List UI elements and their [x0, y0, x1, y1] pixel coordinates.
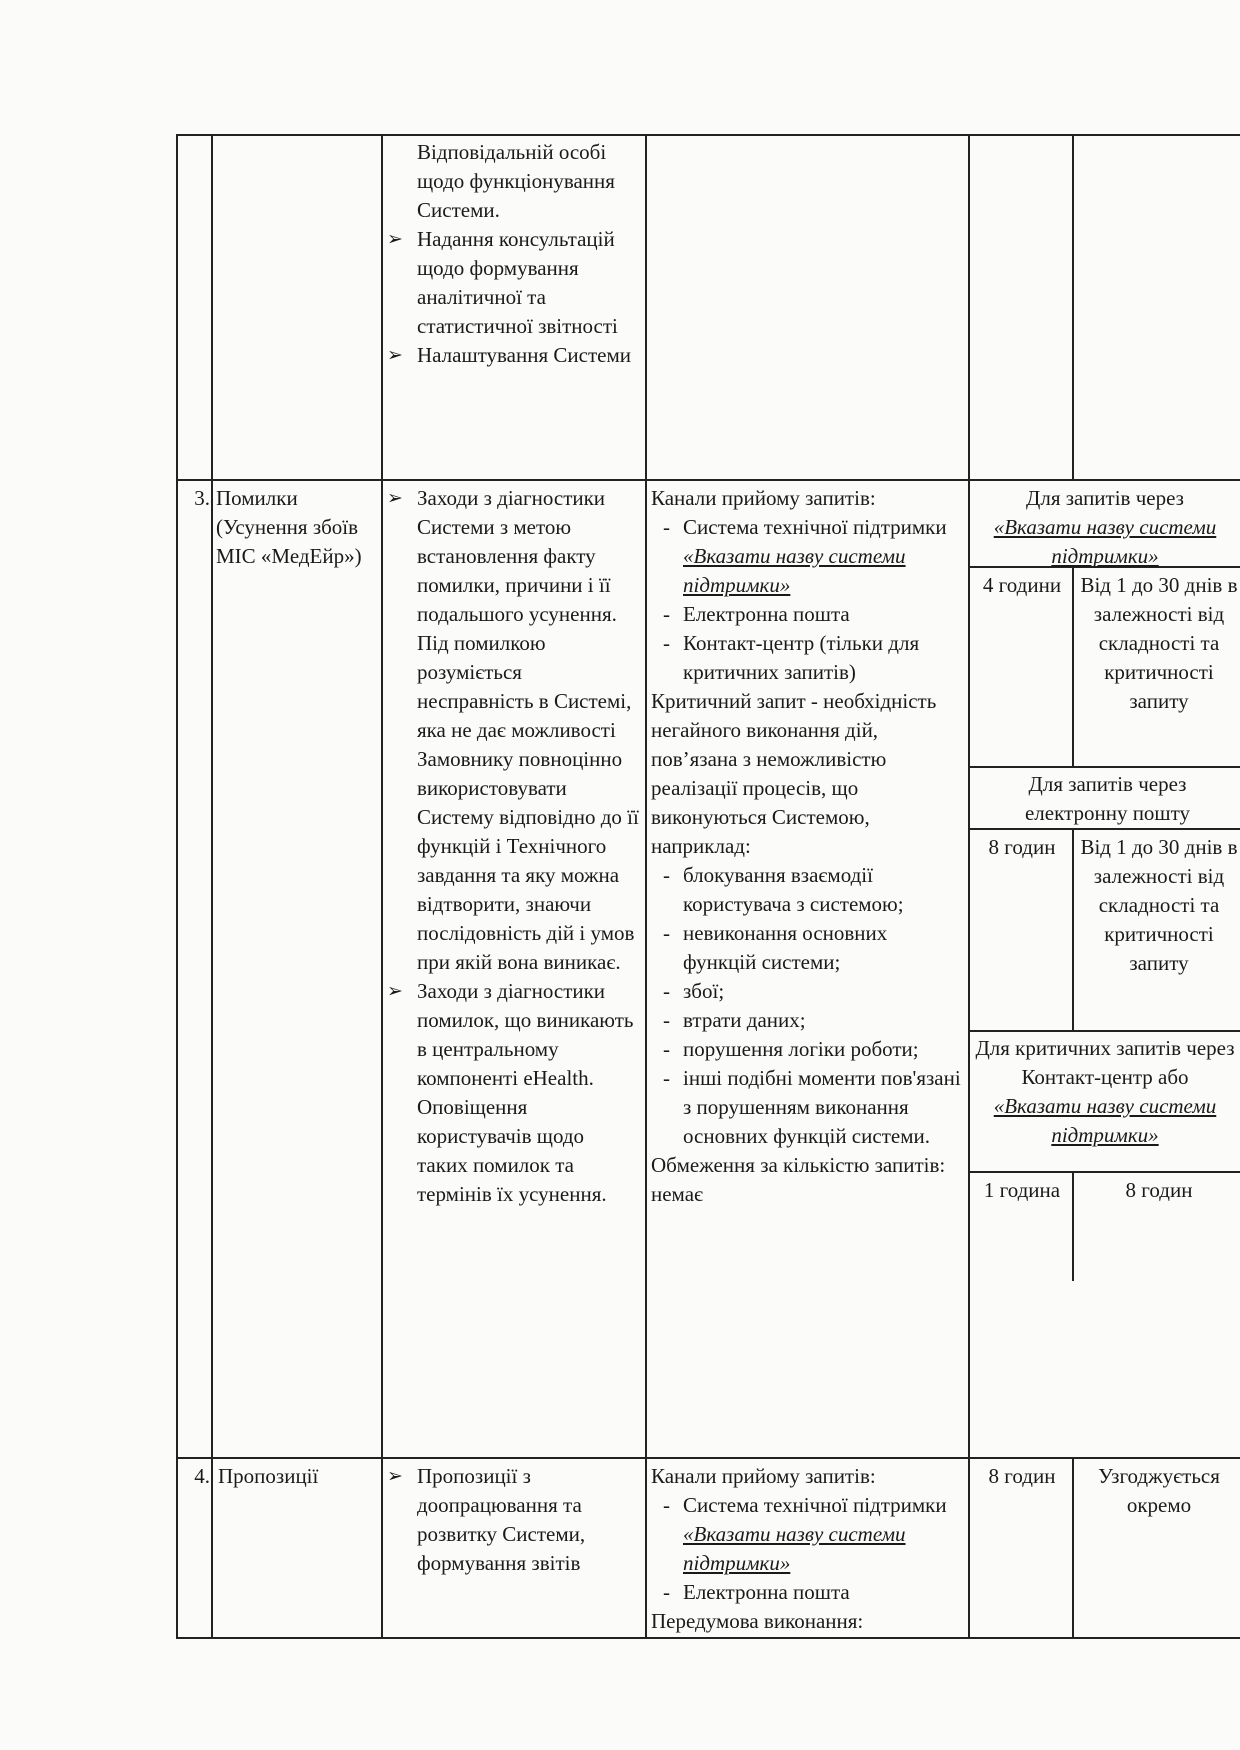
- request-limit: Обмеження за кількістю запитів: немає: [651, 1153, 946, 1206]
- row2-action-text: Відповідальній особі щодо функціонування Системи.: [417, 140, 615, 222]
- row2-action-item: [387, 341, 637, 370]
- row4-name: Пропозиції: [218, 1464, 319, 1488]
- critical-item: - блокування взаємодії користувача з системою;: [659, 861, 963, 919]
- channel-text: Система технічної підтримки: [683, 1493, 947, 1517]
- row2-action-continuation: [387, 138, 637, 225]
- channel-item: - Електронна пошта: [659, 1578, 963, 1607]
- group1-head-text: Для запитів через: [1026, 486, 1184, 510]
- channel-item: - Контакт-центр (тільки для критичних запитів): [659, 629, 963, 687]
- group1-resolution-time: Від 1 до 30 днів в залежності від складності та критичності запиту: [1080, 573, 1238, 713]
- row4-action-text: Пропозиції з доопрацювання та розвитку Системи, формування звітів: [417, 1464, 586, 1575]
- support-system-link: «Вказати назву системи підтримки»: [683, 544, 906, 597]
- channels-title: Канали прийому запитів:: [651, 486, 876, 510]
- row4-number: 4.: [194, 1464, 210, 1488]
- group2-reaction-time: 8 годин: [988, 835, 1056, 859]
- group2-resolution-time: Від 1 до 30 днів в залежності від складності та критичності запиту: [1080, 835, 1238, 975]
- row2-action-text: Надання консультацій щодо формування аналітичної та статистичної звітності: [417, 227, 618, 338]
- group3-reaction-time: 1 година: [983, 1178, 1061, 1202]
- group3-header: [972, 1034, 1238, 1150]
- support-system-link: «Вказати назву системи підтримки»: [683, 1522, 906, 1575]
- row3-action-item: [387, 484, 639, 977]
- channel-text: Система технічної підтримки: [683, 515, 947, 539]
- group3-resolution-time: 8 годин: [1125, 1178, 1193, 1202]
- group1-header: [972, 484, 1238, 571]
- critical-item: - невиконання основних функцій системи;: [659, 919, 963, 977]
- critical-description: Критичний запит - необхідність негайного виконання дій, пов’язана з неможливістю реалізації процесів, що виконуються Системою, наприклад:: [651, 689, 937, 858]
- row2-action-text: Налаштування Системи: [417, 343, 631, 367]
- row3-action-text: Заходи з діагностики помилок, що виникають в центральному компоненті eHealth. Оповіщення користувачів щодо таких помилок та термінів їх усунення.: [417, 979, 634, 1206]
- row2-action-item: [387, 225, 637, 341]
- group2-header: Для запитів через електронну пошту: [1024, 772, 1191, 825]
- group3-head-text: Для критичних запитів через Контакт-центр або: [975, 1036, 1235, 1089]
- channel-item: [659, 513, 963, 600]
- channels-title: Канали прийому запитів:: [651, 1464, 876, 1488]
- row4-channels-cell: [651, 1462, 963, 1636]
- precondition: Передумова виконання:: [651, 1609, 864, 1633]
- row3-number: 3.: [194, 486, 210, 510]
- critical-item: - інші подібні моменти пов'язані з порушенням виконання основних функцій системи.: [659, 1064, 963, 1151]
- group1-reaction-time: 4 години: [982, 573, 1062, 597]
- row4-reaction-time: 8 годин: [988, 1464, 1056, 1488]
- critical-item: - втрати даних;: [659, 1006, 963, 1035]
- support-system-link: «Вказати назву системи підтримки»: [993, 1094, 1217, 1147]
- row3-channels-cell: [651, 484, 963, 1209]
- channel-item: [659, 1491, 963, 1578]
- critical-item: - збої;: [659, 977, 963, 1006]
- row3-name: Помилки (Усунення збоїв МІС «МедЕйр»): [216, 486, 362, 568]
- row4-actions-cell: [387, 1462, 639, 1578]
- channel-item: - Електронна пошта: [659, 600, 963, 629]
- row3-action-item: [387, 977, 639, 1209]
- row3-actions-cell: [387, 484, 639, 1209]
- row4-action-item: [387, 1462, 639, 1578]
- critical-item: - порушення логіки роботи;: [659, 1035, 963, 1064]
- row2-actions-cell: [387, 138, 637, 370]
- support-system-link: «Вказати назву системи підтримки»: [993, 515, 1217, 568]
- row4-resolution-time: Узгоджується окремо: [1098, 1464, 1220, 1517]
- row3-action-text: Заходи з діагностики Системи з метою встановлення факту помилки, причини і її подальшого усунення. Під помилкою розуміється несправність в Системі, яка не дає можливості Замовнику повноцінно використовувати Систему відповідно до її функцій і Технічного завдання та яку можна відтворити, знаючи послідовність дій і умов при якій вона виникає.: [417, 486, 639, 974]
